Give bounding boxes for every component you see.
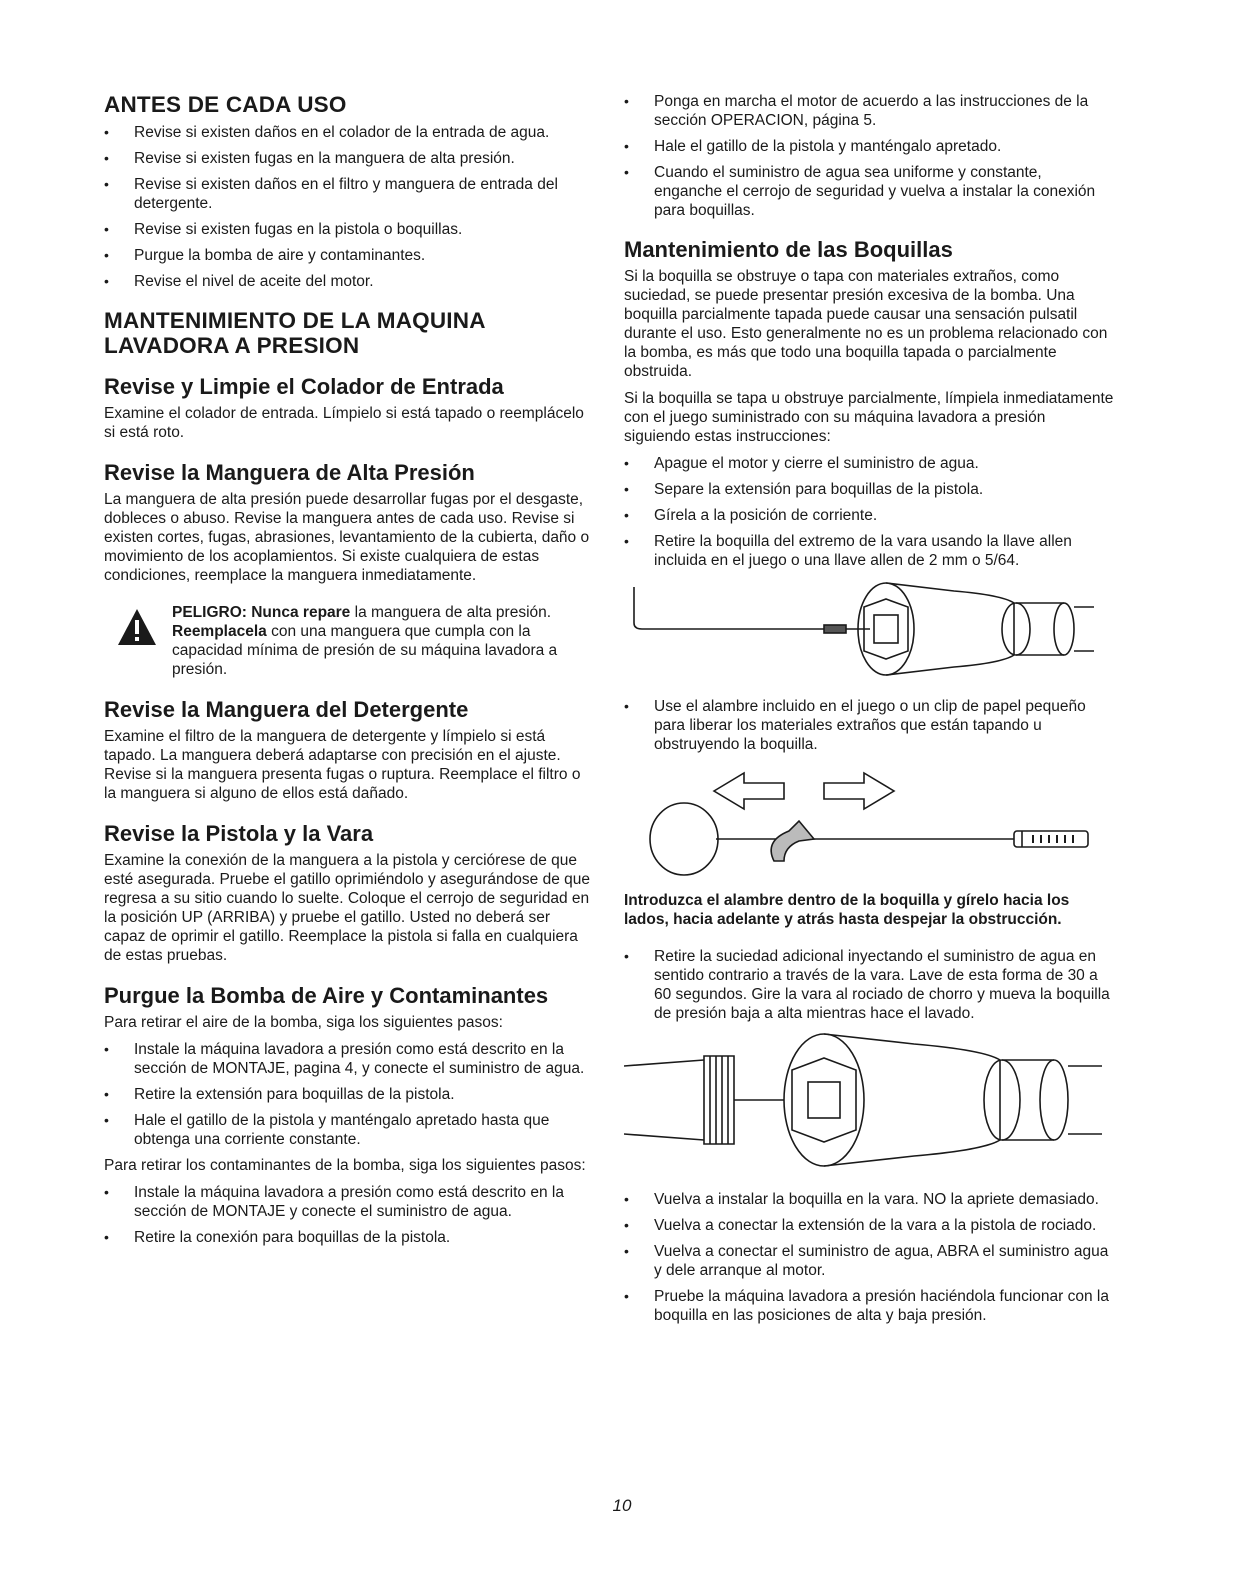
right-top-list [624,92,1114,220]
list-item: • Revise si existen fugas en la manguera de alta presión. [104,149,590,168]
boquillas-list1 [624,454,1114,570]
page-number: 10 [612,1496,632,1515]
purgue-intro1: Para retirar el aire de la bomba, siga los siguientes pasos: [104,1014,503,1031]
list-item: • Revise el nivel de aceite del motor. [104,272,590,291]
list-item: • Gírela a la posición de corriente. [624,506,1114,525]
list-item: • Vuelva a conectar el suministro de agua, ABRA el suministro agua y dele arranque al motor. [624,1242,1114,1280]
list-item: • Revise si existen fugas en la pistola o boquillas. [104,220,590,239]
purgue-title: Purgue la Bomba de Aire y Contaminantes [104,983,549,1008]
list-item: • Instale la máquina lavadora a presión como está descrito en la sección de MONTAJE, pagina 4, y conecte el suministro de agua. [104,1040,590,1078]
list-item: • Revise si existen daños en el filtro y manguera de entrada del detergente. [104,175,590,213]
list-item: • Purgue la bomba de aire y contaminantes. [104,246,590,265]
warning-triangle-icon [116,607,158,647]
detergente-title: Revise la Manguera del Detergente [104,697,469,722]
boquillas-p1: Si la boquilla se obstruye o tapa con materiales extraños, como suciedad, se puede presentar presión excesiva de la bomba. Una boquilla parcialmente tapada puede causar una sensación pulsatil durante el uso. Esto generalmente no es un problema relacionado con la bomba, es más que todo una boquilla tapada o parcialmente obstruida. [624,268,1108,380]
list-item: • Separe la extensión para boquillas de la pistola. [624,480,1114,499]
right-column [624,92,1114,1332]
boquillas-list4 [624,1190,1114,1325]
boquillas-list2 [624,697,1114,754]
boquillas-title: Mantenimiento de las Boquillas [624,237,953,262]
purgue-intro2: Para retirar los contaminantes de la bomba, siga los siguientes pasos: [104,1157,586,1174]
detergente-text: Examine el filtro de la manguera de detergente y límpielo si está tapado. La manguera deberá adaptarse con precisión en el ajuste. Revise si la manguera presenta fugas o ruptura. Reemplace el filtro o la manguera si alguno de ellos está dañado. [104,728,581,802]
manguera-alta-text: La manguera de alta presión puede desarrollar fugas por el desgaste, dobleces o abuso. Revise la manguera antes de cada uso. Revise si existen cortes, fugas, abrasiones, levantamiento de la cubierta, daño o movimiento de los acoplamientos. Si existe cualquiera de estas condiciones, reemplace la manguera inmediatamente. [104,491,590,584]
peligro-warning [104,603,590,679]
pistola-text: Examine la conexión de la manguera a la pistola y cerciórese de que esté asegurada. Pruebe el gatillo oprimiéndolo y asegurándose de que regresa a su sitio cuando lo suelte. Coloque el cerrojo de seguridad en la posición UP (ARRIBA) y pruebe el gatillo. Usted no deberá ser capaz de oprimir el gatillo. Reemplace la pistola si falla en cualquiera de estas pruebas. [104,852,591,964]
list-item: • Retire la suciedad adicional inyectando el suministro de agua en sentido contrario a través de la vara. Lave de esta forma de 30 a 60 segundos. Gire la vara al rociado de chorro y mueva la boquilla de presión baja a alta mientras hace el lavado. [624,947,1114,1023]
list-item: • Retire la boquilla del extremo de la vara usando la llave allen incluida en el juego o una llave allen de 2 mm o 5/64. [624,532,1114,570]
manguera-alta-title: Revise la Manguera de Alta Presión [104,460,475,485]
list-item: • Use el alambre incluido en el juego o un clip de papel pequeño para liberar los materiales extraños que están tapando u obstruyendo la boquilla. [624,697,1114,754]
list-item: • Retire la extensión para boquillas de la pistola. [104,1085,590,1104]
peligro-label: PELIGRO: [172,604,247,621]
list-item: • Instale la máquina lavadora a presión como está descrito en la sección de MONTAJE y conecte el suministro de agua. [104,1183,590,1221]
list-item: • Vuelva a instalar la boquilla en la vara. NO la apriete demasiado. [624,1190,1114,1209]
left-column [104,92,590,1254]
pistola-title: Revise la Pistola y la Vara [104,821,374,846]
mantenimiento-title: MANTENIMIENTO DE LA MAQUINA LAVADORA A PRESION [104,308,485,358]
purgue-list1 [104,1040,590,1149]
nozzle-install-illustration [624,1030,1104,1180]
list-item: • Hale el gatillo de la pistola y manténgalo apretado. [624,137,1114,156]
boquillas-list3 [624,947,1114,1023]
colador-title: Revise y Limpie el Colador de Entrada [104,374,504,399]
list-item: • Vuelva a conectar la extensión de la vara a la pistola de rociado. [624,1216,1114,1235]
list-item: • Revise si existen daños en el colador de la entrada de agua. [104,123,590,142]
list-item: • Apague el motor y cierre el suministro de agua. [624,454,1114,473]
antes-title: ANTES DE CADA USO [104,92,347,117]
list-item: • Retire la conexión para boquillas de la pistola. [104,1228,590,1247]
boquillas-p2: Si la boquilla se tapa u obstruye parcialmente, límpiela inmediatamente con el juego suministrado con su máquina lavadora a presión siguiendo estas instrucciones: [624,390,1114,445]
antes-list [104,123,590,291]
nozzle-removal-illustration [624,577,1104,687]
boquillas-bold-instruction: Introduzca el alambre dentro de la boquilla y gírelo hacia los lados, hacia adelante y atrás hasta despejar la obstrucción. [624,892,1070,928]
list-item: • Hale el gatillo de la pistola y manténgalo apretado hasta que obtenga una corriente constante. [104,1111,590,1149]
purgue-list2 [104,1183,590,1247]
list-item: • Ponga en marcha el motor de acuerdo a las instrucciones de la sección OPERACION, página 5. [624,92,1114,130]
wire-cleaning-illustration [624,761,1104,881]
colador-text: Examine el colador de entrada. Límpielo si está tapado o reemplácelo si está roto. [104,405,584,441]
peligro-text: PELIGRO: Nunca repare la manguera de alta presión. Reemplacela con una manguera que cumpla con la capacidad mínima de presión de su máquina lavadora a presión. [172,604,558,678]
list-item: • Cuando el suministro de agua sea uniforme y constante, enganche el cerrojo de seguridad y vuelva a instalar la conexión para boquillas. [624,163,1114,220]
list-item: • Pruebe la máquina lavadora a presión haciéndola funcionar con la boquilla en las posiciones de alta y baja presión. [624,1287,1114,1325]
